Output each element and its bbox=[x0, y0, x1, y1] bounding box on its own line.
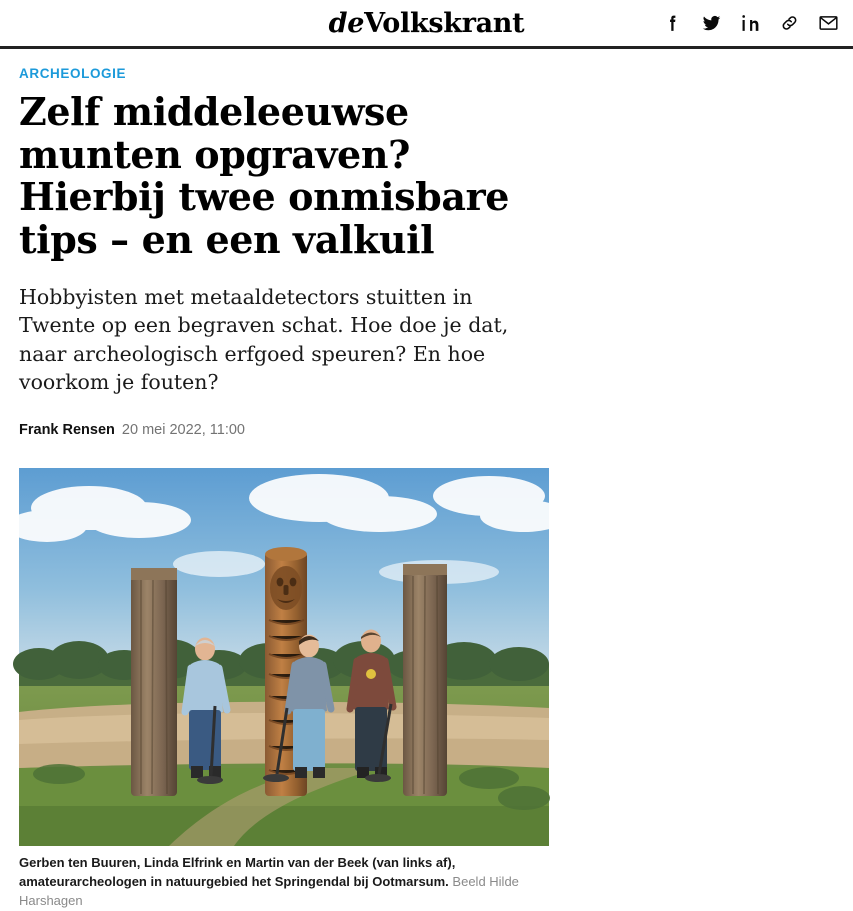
email-icon[interactable] bbox=[818, 13, 839, 34]
site-logo[interactable] bbox=[328, 7, 525, 39]
article-kicker[interactable]: ARCHEOLOGIE bbox=[19, 66, 127, 81]
article-standfirst: Hobbyisten met metaaldetectors stuitten in Twente op een begraven schat. Hoe doe je dat, naar archeologisch erfgoed speuren? En hoe voorkom je fouten? bbox=[19, 285, 509, 395]
figure-caption bbox=[19, 854, 549, 911]
byline bbox=[19, 422, 834, 438]
article-body bbox=[0, 66, 853, 911]
link-icon[interactable] bbox=[779, 13, 800, 34]
byline-timestamp: 20 mei 2022, 11:00 bbox=[121, 422, 245, 439]
masthead-divider bbox=[0, 46, 853, 49]
article-photo bbox=[19, 468, 549, 846]
photo-illustration bbox=[19, 468, 549, 846]
facebook-icon[interactable] bbox=[662, 13, 683, 34]
article-figure bbox=[19, 468, 549, 911]
byline-author[interactable]: Frank Rensen bbox=[19, 422, 115, 439]
site-logo-prefix: de bbox=[328, 7, 365, 39]
figure-credit: Beeld Hilde Harshagen bbox=[19, 874, 519, 908]
page-title: Zelf middeleeuwse munten opgraven? Hierbij twee onmisbare tips – en een valkuil bbox=[19, 89, 509, 262]
twitter-icon[interactable] bbox=[701, 13, 722, 34]
share-bar bbox=[662, 13, 839, 34]
site-masthead bbox=[0, 0, 853, 46]
linkedin-icon[interactable] bbox=[740, 13, 761, 34]
site-logo-main: Volkskrant bbox=[364, 7, 525, 39]
figure-caption-text: Gerben ten Buuren, Linda Elfrink en Martin van der Beek (van links af), amateurarcheologen in natuurgebied het Springendal bij Ootmarsum. bbox=[19, 855, 456, 890]
